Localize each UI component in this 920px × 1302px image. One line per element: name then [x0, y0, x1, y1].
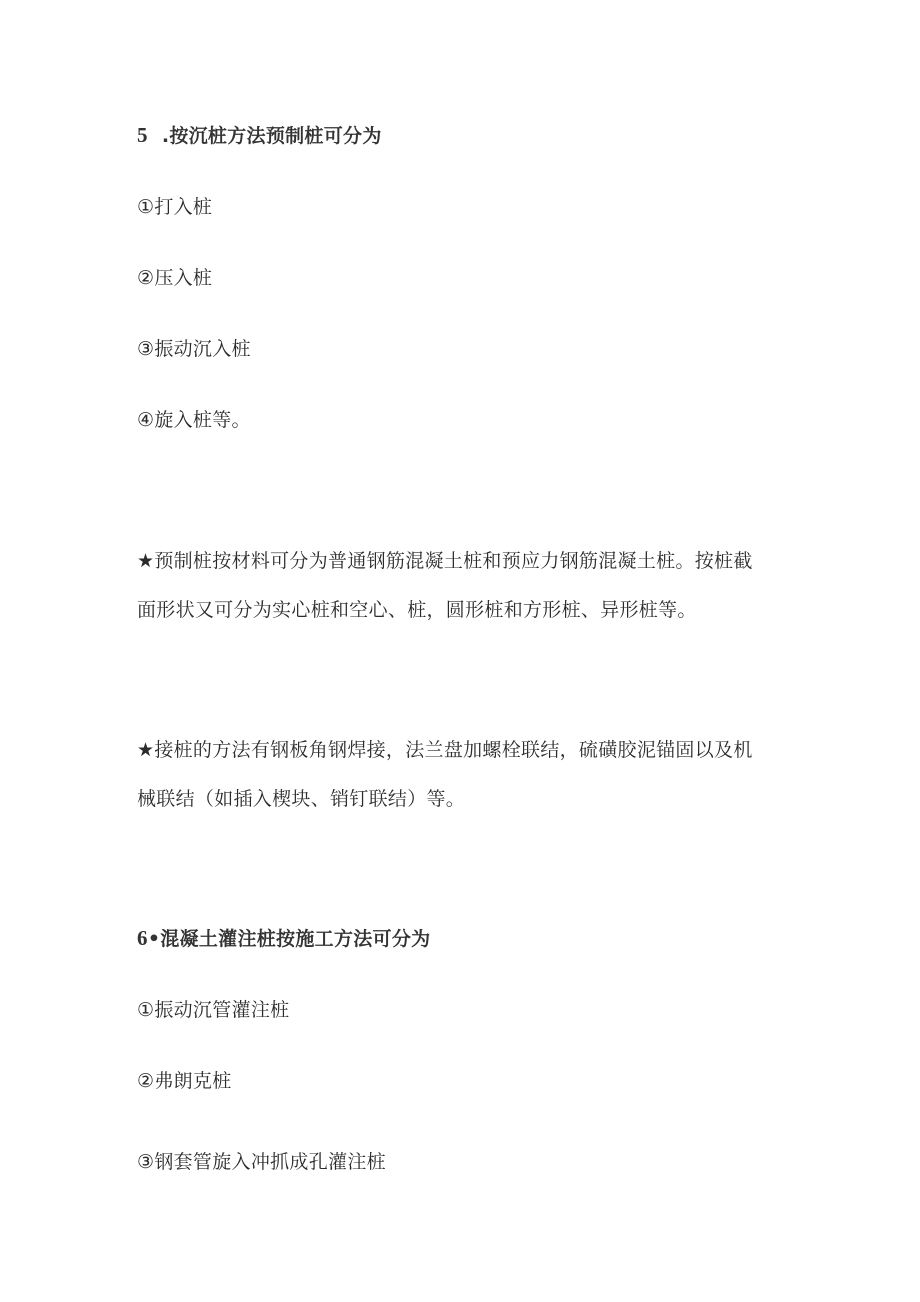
- section-6-item-3: ③钢套管旋入冲抓成孔灌注桩: [137, 1151, 386, 1173]
- section-5-item-4: ④旋入桩等。: [137, 409, 251, 431]
- section-5-number: 5: [137, 123, 148, 147]
- section-6-number: 6: [137, 926, 148, 950]
- section-6-item-2: ②弗朗克桩: [137, 1070, 232, 1092]
- note-1-line-1: ★预制桩按材料可分为普通钢筋混凝土桩和预应力钢筋混凝土桩。按桩截: [137, 550, 753, 572]
- note-2-line-1: ★接桩的方法有钢板角钢焊接，法兰盘加螺栓联结，硫磺胶泥锚固以及机: [137, 739, 753, 761]
- section-6-item-1: ①振动沉管灌注桩: [137, 999, 290, 1021]
- section-6-heading: [137, 926, 430, 951]
- section-5-item-3: ③振动沉入桩: [137, 338, 251, 360]
- section-5-item-1: ①打入桩: [137, 196, 213, 218]
- section-5-item-2: ②压入桩: [137, 267, 213, 289]
- section-6-title: •混凝土灌注桩按施工方法可分为: [147, 928, 431, 950]
- section-5-heading: [137, 123, 382, 148]
- section-5-title: .按沉桩方法预制桩可分为: [161, 125, 382, 147]
- note-1-line-2: 面形状又可分为实心桩和空心、桩，圆形桩和方形桩、异形桩等。: [137, 599, 697, 621]
- note-2-line-2: 械联结（如插入楔块、销钉联结）等。: [137, 788, 466, 810]
